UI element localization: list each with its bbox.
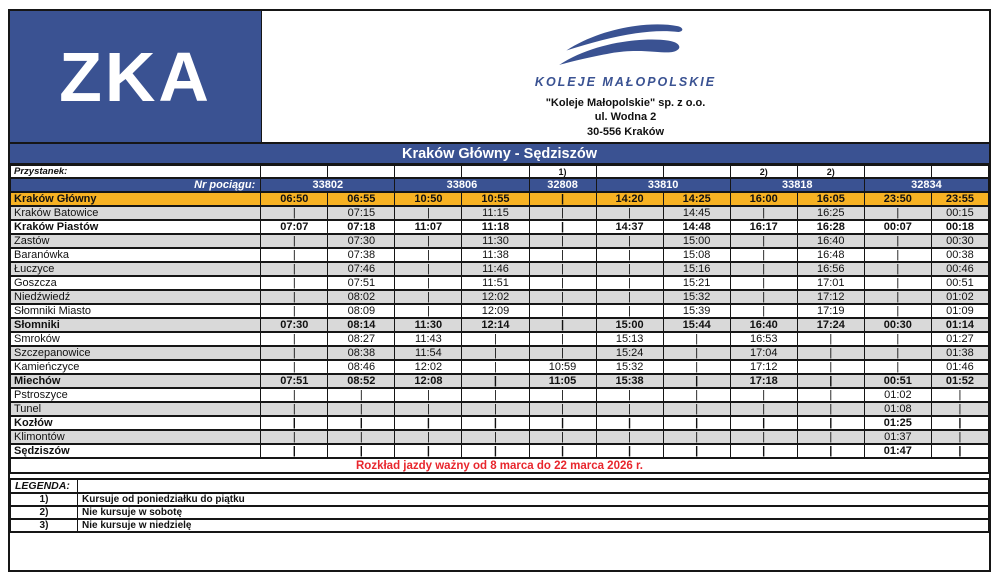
legend-symbol: 2) (11, 506, 78, 519)
time-cell: | (261, 206, 328, 220)
time-cell: | (864, 304, 931, 318)
time-cell: 11:05 (529, 374, 596, 388)
time-cell: 00:30 (864, 318, 931, 332)
time-cell: | (328, 430, 395, 444)
timetable-sheet (8, 9, 991, 572)
time-cell: 14:20 (596, 192, 663, 206)
column-annotation (663, 165, 730, 178)
time-cell: | (663, 360, 730, 374)
train-number: 33806 (395, 178, 529, 192)
legend-text: Nie kursuje w niedzielę (78, 519, 989, 532)
time-cell: | (864, 262, 931, 276)
time-cell: 01:46 (931, 360, 988, 374)
station-name-cell: Smroków (11, 332, 261, 346)
stop-annotation-row (11, 165, 989, 178)
time-cell: 08:09 (328, 304, 395, 318)
station-name-cell: Pstroszyce (11, 388, 261, 402)
time-cell: | (797, 416, 864, 430)
station-name-cell: Niedźwiedź (11, 290, 261, 304)
station-name-cell: Sędziszów (11, 444, 261, 458)
time-cell: 12:14 (462, 318, 529, 332)
time-cell: 16:56 (797, 262, 864, 276)
time-cell: 01:37 (864, 430, 931, 444)
time-cell: 15:13 (596, 332, 663, 346)
time-cell: 11:46 (462, 262, 529, 276)
station-row (11, 262, 989, 276)
time-cell: | (797, 444, 864, 458)
time-cell: 00:15 (931, 206, 988, 220)
station-row (11, 374, 989, 388)
time-cell: | (462, 332, 529, 346)
time-cell: 17:18 (730, 374, 797, 388)
time-cell: | (395, 234, 462, 248)
time-cell: | (730, 388, 797, 402)
column-annotation (931, 165, 988, 178)
time-cell: 08:14 (328, 318, 395, 332)
station-name-cell: Słomniki (11, 318, 261, 332)
time-cell: | (864, 360, 931, 374)
time-cell: | (261, 346, 328, 360)
time-cell: 07:30 (328, 234, 395, 248)
time-cell: 08:02 (328, 290, 395, 304)
time-cell: | (529, 248, 596, 262)
station-row (11, 220, 989, 234)
time-cell: | (261, 248, 328, 262)
time-cell: 01:14 (931, 318, 988, 332)
validity-notice-row (11, 458, 989, 473)
time-cell: | (529, 234, 596, 248)
time-cell: | (395, 248, 462, 262)
time-cell: | (797, 430, 864, 444)
time-cell: | (462, 402, 529, 416)
time-cell: | (730, 206, 797, 220)
train-number: 32834 (864, 178, 988, 192)
time-cell: 15:00 (596, 318, 663, 332)
time-cell: | (596, 206, 663, 220)
time-cell: | (663, 374, 730, 388)
station-name-cell: Baranówka (11, 248, 261, 262)
time-cell: | (663, 346, 730, 360)
station-name-cell: Szczepanowice (11, 346, 261, 360)
column-annotation: 1) (529, 165, 596, 178)
time-cell: 07:38 (328, 248, 395, 262)
time-cell: | (261, 290, 328, 304)
time-cell: | (395, 262, 462, 276)
train-number: 33818 (730, 178, 864, 192)
station-name-cell: Kraków Główny (11, 192, 261, 206)
time-cell: | (462, 346, 529, 360)
time-cell: 01:47 (864, 444, 931, 458)
time-cell: 12:08 (395, 374, 462, 388)
time-cell: 01:27 (931, 332, 988, 346)
time-cell: 17:24 (797, 318, 864, 332)
station-name-cell: Goszcza (11, 276, 261, 290)
time-cell: | (931, 416, 988, 430)
time-cell: 17:12 (797, 290, 864, 304)
station-row (11, 346, 989, 360)
time-cell: | (730, 234, 797, 248)
time-cell: | (529, 304, 596, 318)
time-cell: | (797, 402, 864, 416)
time-cell: | (864, 234, 931, 248)
time-cell: | (395, 430, 462, 444)
time-cell: | (596, 276, 663, 290)
column-annotation (596, 165, 663, 178)
time-cell: 08:52 (328, 374, 395, 388)
time-cell: 11:54 (395, 346, 462, 360)
time-cell: 17:04 (730, 346, 797, 360)
time-cell: 11:30 (462, 234, 529, 248)
station-name-cell: Łuczyce (11, 262, 261, 276)
time-cell: 16:17 (730, 220, 797, 234)
time-cell: | (529, 444, 596, 458)
time-cell: 00:30 (931, 234, 988, 248)
train-number: 33810 (596, 178, 730, 192)
time-cell: | (797, 360, 864, 374)
time-cell: | (462, 444, 529, 458)
time-cell: 14:45 (663, 206, 730, 220)
time-cell: 16:40 (730, 318, 797, 332)
route-title: Kraków Główny - Sędziszów (10, 144, 989, 164)
time-cell: | (864, 206, 931, 220)
time-cell: 07:46 (328, 262, 395, 276)
time-cell: 00:07 (864, 220, 931, 234)
time-cell: | (730, 416, 797, 430)
time-cell: 15:21 (663, 276, 730, 290)
time-cell: 00:46 (931, 262, 988, 276)
time-cell: 00:18 (931, 220, 988, 234)
time-cell: | (663, 402, 730, 416)
company-address (546, 96, 706, 139)
time-cell: 15:24 (596, 346, 663, 360)
station-row (11, 444, 989, 458)
legend-symbol: 3) (11, 519, 78, 532)
time-cell: 01:52 (931, 374, 988, 388)
time-cell: | (529, 332, 596, 346)
time-cell: | (596, 444, 663, 458)
train-number-row (11, 178, 989, 192)
time-cell: | (395, 388, 462, 402)
time-cell: 14:48 (663, 220, 730, 234)
train-number: 32808 (529, 178, 596, 192)
time-cell: 07:51 (261, 374, 328, 388)
time-cell: | (730, 290, 797, 304)
station-row (11, 430, 989, 444)
time-cell: | (931, 430, 988, 444)
station-row (11, 318, 989, 332)
time-cell: | (596, 248, 663, 262)
station-row (11, 290, 989, 304)
time-cell: | (261, 402, 328, 416)
time-cell: 07:51 (328, 276, 395, 290)
time-cell: | (529, 388, 596, 402)
time-cell: 15:00 (663, 234, 730, 248)
station-row (11, 304, 989, 318)
time-cell: 01:08 (864, 402, 931, 416)
time-cell: 16:05 (797, 192, 864, 206)
time-cell: | (395, 304, 462, 318)
time-cell: 01:25 (864, 416, 931, 430)
time-cell: | (931, 402, 988, 416)
company-street: ul. Wodna 2 (594, 111, 657, 124)
time-cell: | (663, 332, 730, 346)
station-row (11, 402, 989, 416)
time-cell: | (529, 416, 596, 430)
time-cell: 01:09 (931, 304, 988, 318)
time-cell: 00:38 (931, 248, 988, 262)
time-cell: | (797, 388, 864, 402)
time-cell: | (596, 304, 663, 318)
legend-title: LEGENDA: (11, 479, 78, 493)
time-cell: | (864, 346, 931, 360)
legend (10, 478, 989, 533)
time-cell: | (529, 192, 596, 206)
station-row (11, 248, 989, 262)
time-cell: | (261, 360, 328, 374)
time-cell: 01:02 (931, 290, 988, 304)
time-cell: 10:59 (529, 360, 596, 374)
time-cell: | (395, 290, 462, 304)
time-cell: | (261, 332, 328, 346)
time-cell: 12:02 (462, 290, 529, 304)
time-cell: | (261, 444, 328, 458)
time-cell: | (529, 276, 596, 290)
koleje-malopolskie-logo (551, 18, 701, 74)
time-cell: 11:15 (462, 206, 529, 220)
time-cell: | (730, 304, 797, 318)
time-cell: | (596, 262, 663, 276)
time-cell: 16:53 (730, 332, 797, 346)
legend-text: Kursuje od poniedziałku do piątku (78, 493, 989, 506)
company-city: 30-556 Kraków (586, 125, 665, 138)
station-name-cell: Miechów (11, 374, 261, 388)
station-row (11, 276, 989, 290)
time-cell: 17:19 (797, 304, 864, 318)
time-cell: | (797, 374, 864, 388)
time-cell: 15:16 (663, 262, 730, 276)
time-cell: | (395, 206, 462, 220)
legend-symbol: 1) (11, 493, 78, 506)
time-cell: | (596, 290, 663, 304)
operator-info (262, 11, 989, 142)
time-cell: | (261, 262, 328, 276)
time-cell: | (261, 416, 328, 430)
time-cell: | (596, 234, 663, 248)
time-cell: | (529, 290, 596, 304)
legend-item-row (11, 506, 989, 519)
time-cell: 15:32 (663, 290, 730, 304)
brand-name: KOLEJE MAŁOPOLSKIE (534, 75, 717, 90)
time-cell: | (328, 416, 395, 430)
time-cell: 15:44 (663, 318, 730, 332)
time-cell: | (864, 332, 931, 346)
time-cell: 17:01 (797, 276, 864, 290)
time-cell: | (395, 444, 462, 458)
time-cell: | (864, 248, 931, 262)
header (10, 11, 989, 144)
time-cell: 07:30 (261, 318, 328, 332)
time-cell: | (261, 234, 328, 248)
time-cell: | (596, 388, 663, 402)
time-cell: | (663, 388, 730, 402)
time-cell: 11:51 (462, 276, 529, 290)
time-cell: | (529, 346, 596, 360)
time-cell: | (462, 430, 529, 444)
zka-badge (10, 11, 262, 142)
time-cell: 15:38 (596, 374, 663, 388)
time-cell: 00:51 (931, 276, 988, 290)
time-cell: 15:32 (596, 360, 663, 374)
column-annotation (462, 165, 529, 178)
time-cell: | (596, 416, 663, 430)
time-cell: 23:50 (864, 192, 931, 206)
time-cell: | (797, 346, 864, 360)
time-cell: 17:12 (730, 360, 797, 374)
column-annotation (864, 165, 931, 178)
time-cell: | (931, 388, 988, 402)
time-cell: 15:08 (663, 248, 730, 262)
time-cell: 11:07 (395, 220, 462, 234)
time-cell: | (462, 388, 529, 402)
time-cell: | (730, 402, 797, 416)
column-annotation: 2) (730, 165, 797, 178)
time-cell: 12:02 (395, 360, 462, 374)
station-row (11, 234, 989, 248)
time-cell: | (529, 262, 596, 276)
time-cell: 15:39 (663, 304, 730, 318)
station-row (11, 360, 989, 374)
time-cell: | (328, 444, 395, 458)
time-cell: 01:38 (931, 346, 988, 360)
legend-text: Nie kursuje w sobotę (78, 506, 989, 519)
station-row (11, 192, 989, 206)
time-cell: | (864, 276, 931, 290)
validity-notice: Rozkład jazdy ważny od 8 marca do 22 marca 2026 r. (11, 458, 989, 473)
time-cell: 11:38 (462, 248, 529, 262)
station-name-cell: Zastów (11, 234, 261, 248)
time-cell: 16:28 (797, 220, 864, 234)
station-row (11, 416, 989, 430)
company-name: "Koleje Małopolskie" sp. z o.o. (545, 97, 706, 110)
time-cell: | (596, 402, 663, 416)
time-cell: | (261, 430, 328, 444)
time-cell: 11:18 (462, 220, 529, 234)
time-cell: | (395, 402, 462, 416)
time-cell: 08:46 (328, 360, 395, 374)
legend-title-row (11, 479, 989, 493)
time-cell: | (462, 374, 529, 388)
time-cell: | (462, 416, 529, 430)
time-cell: 10:50 (395, 192, 462, 206)
time-cell: 07:07 (261, 220, 328, 234)
time-cell: 07:15 (328, 206, 395, 220)
train-number-label: Nr pociągu: (11, 178, 261, 192)
time-cell: | (730, 444, 797, 458)
time-cell: | (730, 262, 797, 276)
station-name-cell: Kraków Piastów (11, 220, 261, 234)
time-cell: 11:30 (395, 318, 462, 332)
legend-item-row (11, 493, 989, 506)
time-cell: | (529, 220, 596, 234)
station-name-cell: Słomniki Miasto (11, 304, 261, 318)
time-cell: | (663, 444, 730, 458)
time-cell: 12:09 (462, 304, 529, 318)
time-cell: 10:55 (462, 192, 529, 206)
zka-label: ZKA (59, 37, 212, 116)
time-cell: 16:40 (797, 234, 864, 248)
time-cell: 11:43 (395, 332, 462, 346)
time-cell: | (529, 206, 596, 220)
time-cell: 06:55 (328, 192, 395, 206)
time-cell: | (730, 248, 797, 262)
time-cell: 08:27 (328, 332, 395, 346)
time-cell: 07:18 (328, 220, 395, 234)
time-cell: 23:55 (931, 192, 988, 206)
time-cell: | (730, 276, 797, 290)
time-cell: 16:25 (797, 206, 864, 220)
time-cell: | (797, 332, 864, 346)
station-name-cell: Klimontów (11, 430, 261, 444)
time-cell: 06:50 (261, 192, 328, 206)
time-cell: | (663, 416, 730, 430)
time-cell: 16:00 (730, 192, 797, 206)
time-cell: | (328, 388, 395, 402)
time-cell: | (529, 318, 596, 332)
time-cell: | (730, 430, 797, 444)
time-cell: | (931, 444, 988, 458)
station-name-cell: Kamieńczyce (11, 360, 261, 374)
station-row (11, 332, 989, 346)
time-cell: | (395, 276, 462, 290)
station-name-cell: Tunel (11, 402, 261, 416)
time-cell: | (529, 402, 596, 416)
time-cell: | (864, 290, 931, 304)
time-cell: 08:38 (328, 346, 395, 360)
time-cell: | (596, 430, 663, 444)
timetable (10, 164, 989, 474)
time-cell: | (395, 416, 462, 430)
time-cell: | (261, 304, 328, 318)
time-cell: 14:37 (596, 220, 663, 234)
time-cell: 16:48 (797, 248, 864, 262)
time-cell: 14:25 (663, 192, 730, 206)
time-cell: | (663, 430, 730, 444)
legend-item-row (11, 519, 989, 532)
train-number: 33802 (261, 178, 395, 192)
time-cell: 01:02 (864, 388, 931, 402)
stop-column-label: Przystanek: (11, 165, 261, 178)
time-cell: | (462, 360, 529, 374)
time-cell: | (261, 276, 328, 290)
column-annotation (328, 165, 395, 178)
station-row (11, 388, 989, 402)
time-cell: 00:51 (864, 374, 931, 388)
legend-title-spacer (78, 479, 989, 493)
station-name-cell: Kraków Batowice (11, 206, 261, 220)
time-cell: | (529, 430, 596, 444)
column-annotation: 2) (797, 165, 864, 178)
station-name-cell: Kozłów (11, 416, 261, 430)
time-cell: | (261, 388, 328, 402)
time-cell: | (328, 402, 395, 416)
station-row (11, 206, 989, 220)
column-annotation (395, 165, 462, 178)
column-annotation (261, 165, 328, 178)
